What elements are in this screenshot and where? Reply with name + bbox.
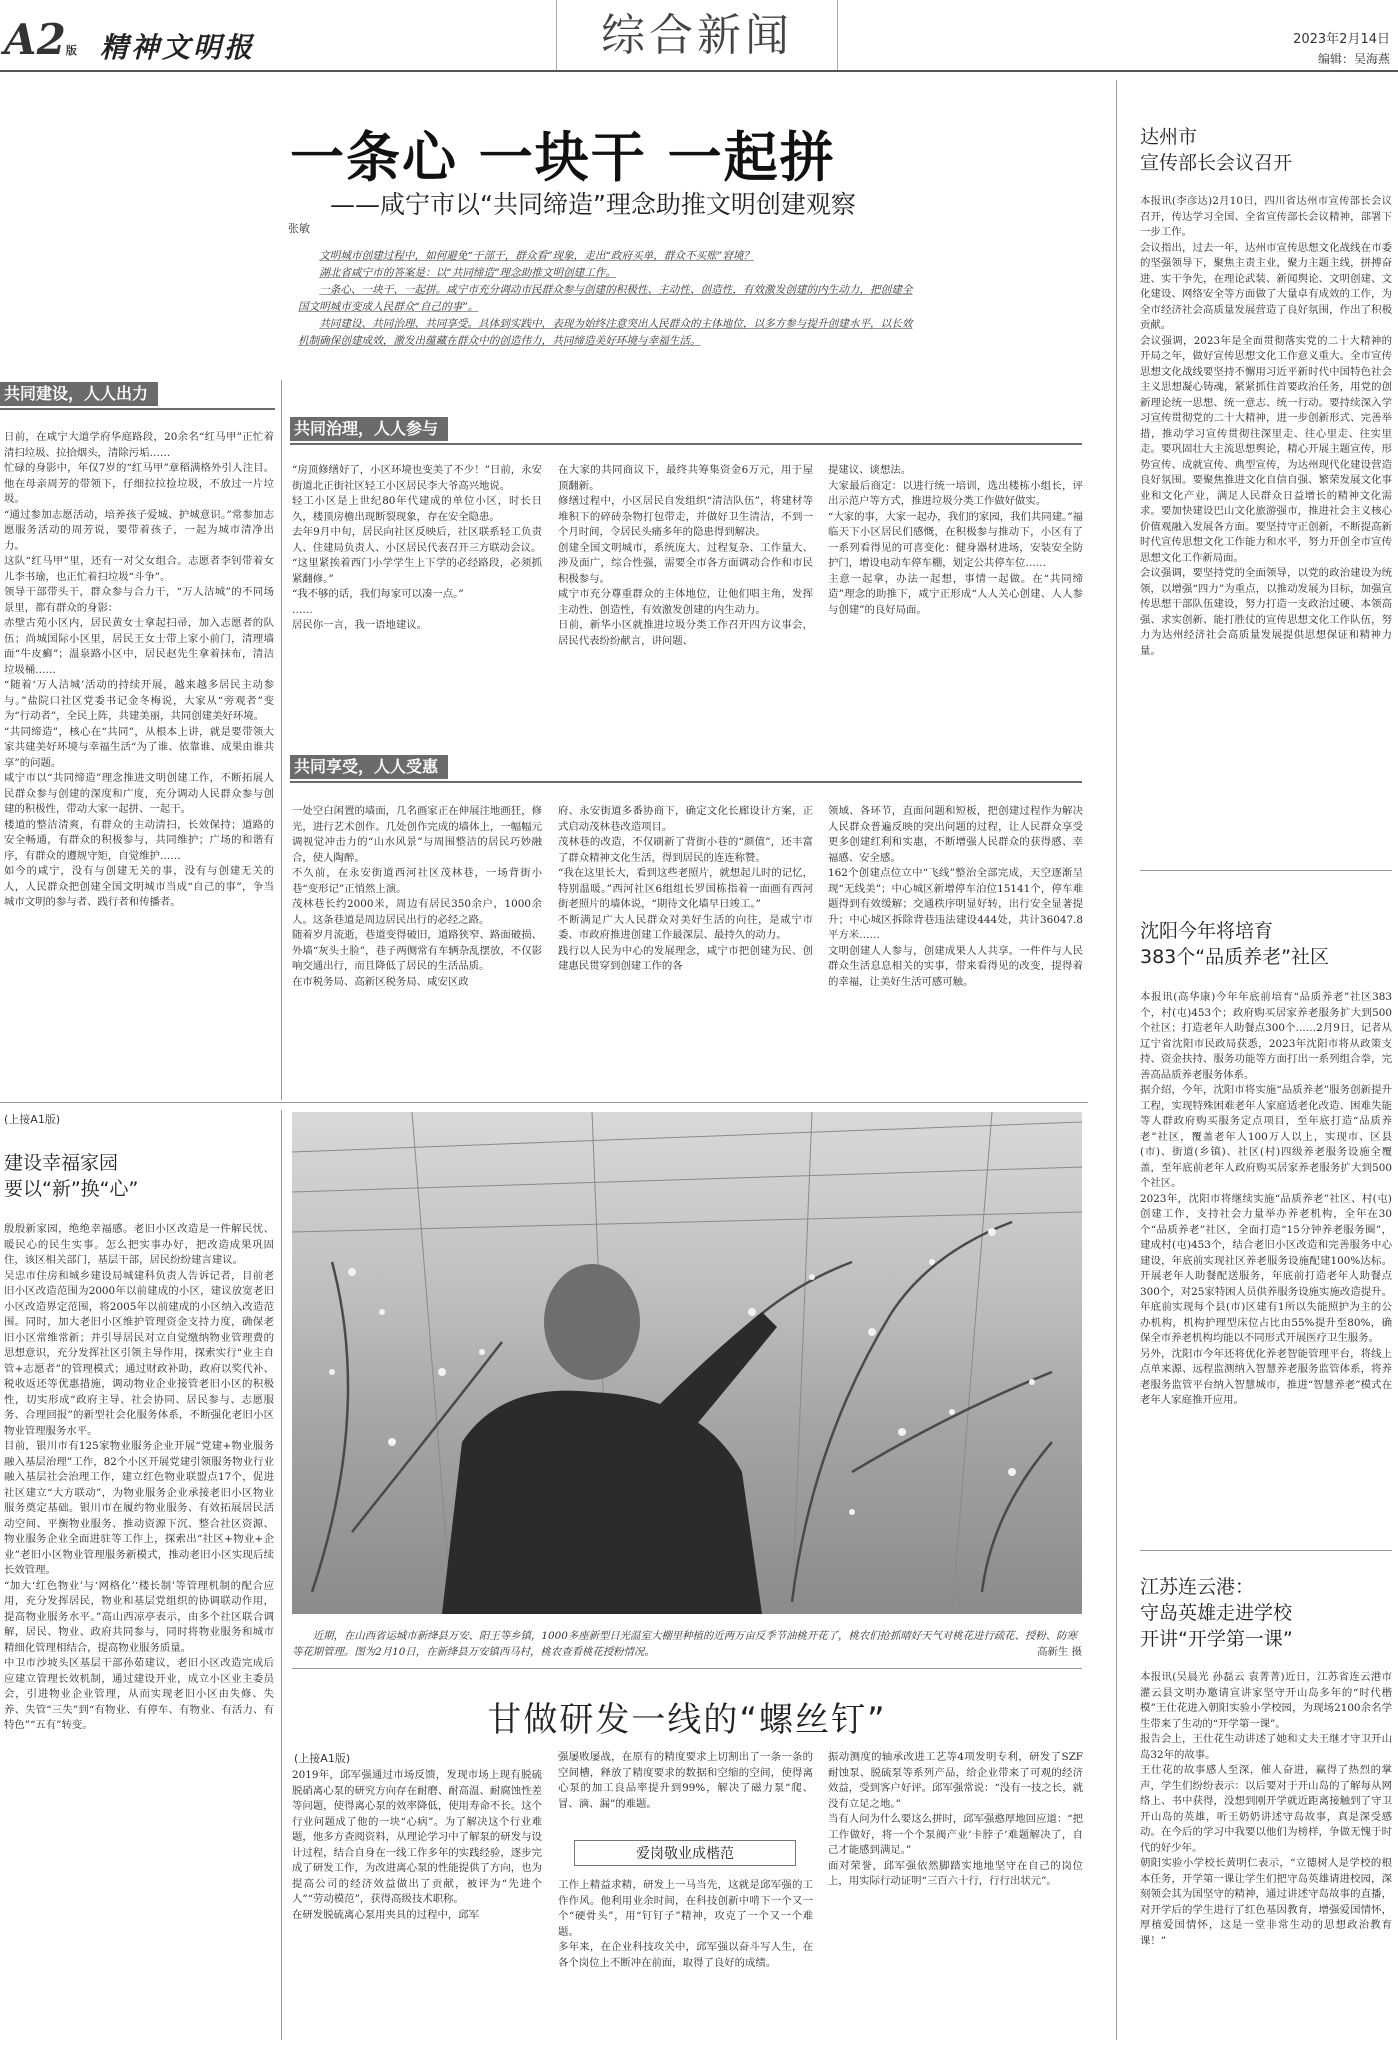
- article-column: 府、永安街道多番协商下，确定文化长廊设计方案，正式启动茂林巷改造项目。 茂林巷的改造，不仅刷新了背街小巷的“颜值”，还丰富了群众精神文化生活，得到居民的连连称赞。 “我在这里长大，看到这些老照片，就想起儿时的记忆，特别温暖。”西河社区6组组长罗国栋指着一面画有西河街老照片的墙体说，“期待文化墙早日竣工。” 不断满足广大人民群众对美好生活的向往，是咸宁市委、市政府推进创建工作最深层、最持久的动力。 践行以人民为中心的发展理念，咸宁市把创建为民、创建惠民贯穿到创建工作的各: [558, 805, 813, 972]
- article-column: “房顶修缮好了，小区环境也变美了不少！”日前，永安街道北正街社区轻工小区居民李大爷高兴地说。 轻工小区是上世纪80年代建成的单位小区，时长日久，楼顶房檐出现断裂现象，存在安全隐患。 去年9月中旬，居民向社区反映后，社区联系轻工负责人、住建局负责人、小区居民代表召开三方联动会议。 “这里紧挨着西门小学学生上下学的必经路段，必须抓紧翻修。” “我不够的话，我们每家可以凑一点。” …… 居民你一言，我一语地建议。: [292, 464, 542, 631]
- article-column: 在大家的共同商议下，最终共筹集资金6万元，用于屋顶翻新。 修缮过程中，小区居民自发组织“清洁队伍”，将建材等堆积下的碎砖杂物打包带走，并做好卫生清洁，不到一个月时间，令居民头痛多年的隐患得到解决。 创建全国文明城市，系统庞大、过程复杂、工作量大、涉及面广，综合性强，需要全市各方面调动合作和市民积极参与。 咸宁市充分尊重群众的主体地位，让他们唱主角，发挥主动性、创造性，有效激发创建的内生动力。 日前，新华小区就推进垃圾分类工作召开四方议事会，居民代表纷纷献言，讲问题、: [558, 464, 813, 647]
- lead-byline: 张敏: [288, 222, 310, 235]
- continued-from-label: (上接A1版): [294, 1752, 351, 1765]
- section-tab: [556, 0, 838, 72]
- article-column: 领域、各环节，直面问题和短板，把创建过程作为解决人民群众普遍反映的突出问题的过程，让人民群众享受更多创建红利和实惠，不断增强人民群众的获得感、幸福感、安全感。 162个创建点位立中“飞线”整治全部完成，天空逐渐呈现“无线美”；中心城区新增停车泊位15141个，停车难题得到有效缓解；交通秩序明显好转，出行安全显著提升；中心城区拆除背巷违法建设444处，共计36047.8平方米…… 文明创建人人参与，创建成果人人共享。一件件与人民群众生活息息相关的实事，带来看得见的改变，提得着的幸福，让美好生活可感可触。: [828, 805, 1083, 988]
- article-column: 强屡败屡战，在原有的精度要求上切割出了一条一条的空间槽，释放了精度要求的数据和空缩的空间，使得离心泵的加工良品率提升到99%，解决了磁力泵“爬、冒、滴、漏”的难题。: [558, 1751, 813, 1810]
- sidebar-article-title: 守岛英雄走进学校: [1140, 1602, 1293, 1624]
- lead-intro: [298, 248, 918, 370]
- section-divider: [292, 1668, 1082, 1669]
- lead-intro-para: 共同建设、共同治理、共同享受。具体到实践中，表现为始终注意突出人民群众的主体地位，以多方参与提升创建水平，以长效机制确保创建成效，激发出蕴藏在群众中的创造伟力，共同缔造美好环境与幸福生活。: [298, 318, 913, 347]
- article-column: 一处空白闲置的墙面，几名画家正在伸展注地画狂，修光，进行艺术创作。几处创作完成的墙体上，一幅幅元调视觉冲击力的“山水风景”与周围整洁的居民巧妙融合，使人陶醉。 不久前，在永安街道西河社区茂林巷，一场背街小巷“变形记”正悄然上演。 茂林巷长约2000米，周边有居民350余户，1000余人。这条巷道是周边居民出行的必经之路。 随着岁月流逝，巷道变得破旧，道路狭窄、路面破损、外墙“灰头土脸”，巷子两侧常有车辆杂乱摆放，不仅影响交通出行，而且降低了居民的生活品质。 在市税务局、高新区税务局、咸安区政: [292, 805, 542, 988]
- sidebar-article-title: 开讲“开学第一课”: [1140, 1628, 1293, 1650]
- sidebar-separator: [1140, 1550, 1392, 1551]
- sidebar-article-title: 江苏连云港：: [1140, 1576, 1255, 1598]
- article-title: 建设幸福家园: [4, 1152, 119, 1174]
- sidebar-article-title: 达州市: [1140, 126, 1198, 148]
- farmer-figure: [442, 1264, 777, 1614]
- section-header-share: [290, 755, 1082, 783]
- lead-intro-para: 一条心、一块干、一起拼。咸宁市充分调动市民群众参与创建的积极性、主动性、创造性，有效激发创建的内生动力，把创建全国文明城市变成人民群众“自己的事”。: [298, 284, 913, 313]
- sidebar-article-body: 本报讯(吴晨光 孙磊云 袁菁菁)近日，江苏省连云港市灌云县文明办邀请宣讲家坚守开山岛多年的“时代楷模”王仕花进入朝阳实验小学校园，为现场2100余名学生带来了生动的“开学第一课”。 报告会上，王仕花生动讲述了她和丈夫王继才守卫开山岛32年的故事。 王仕花的故事感人至深，催人奋进，赢得了热烈的掌声，学生们纷纷表示：以后要对于开山岛的了解每从网络上、书中获得，没想到刚开学就近距离接触到了守卫开山岛的英雄，听王奶奶讲述守岛故事，真是深受感动。在今后的学习中我要以他们为榜样，争做无愧于时代的好少年。 朝阳实验小学校长黄明仁表示，“立德树人是学校的根本任务，开学第一课让学生们把守岛英雄请进校园，深刻领会其为国坚守的精神，通过讲述守岛故事的直播，对开学后的学生进行了红色基因教育，增强爱国情怀，厚植爱国情怀，这是一堂非常生动的思想政治教育课！”: [1140, 1671, 1392, 1947]
- article-column: 提建议、谈想法。 大家最后商定：以进行统一培训，选出楼栋小组长，评出示范户等方式，推进垃圾分类工作做好做实。 “大家的事，大家一起办，我们的家园，我们共同建。”福临天下小区居民们感慨，在积极参与推动下，小区有了一系列看得见的可喜变化：健身器材进场，安装安全防护门，增设电动车停车棚，划定公共停车位…… 主意一起拿，办法一起想，事情一起做。在“共同缔造”理念的助推下，咸宁正形成“人人关心创建、人人参与创建”的良好局面。: [828, 464, 1083, 616]
- column-divider: [281, 380, 282, 1100]
- section-header-govern: [290, 417, 1082, 445]
- article-column: 2019年，邱军强通过市场反馈，发现市场上现有脱硫脱硝离心泵的研究方向存在耐磨、耐高温、耐腐蚀性差等问题，使得离心泵的效率降低，使用寿命不长。这个行业问题成了他的一块“心病”。为了解决这个行业难题，他多方查阅资料，从理论学习中了解泵的研发与设计过程，结合自身在一线工作多年的实践经验，逐步完成了研发工作，为改进离心泵的性能提供了方向，也为提高公司的经济效益做出了贡献，被评为“先进个人”“劳动模范”，获得高级技术职称。 在研发脱硫离心泵用夹具的过程中，邱军: [292, 1769, 542, 1921]
- news-photo: [292, 1112, 1082, 1614]
- continued-from-label: (上接A1版): [4, 1113, 61, 1126]
- section-name: 综合新闻: [601, 10, 793, 61]
- lead-title: 一条心 一块干 一起拼: [290, 126, 836, 189]
- sidebar-separator: [1140, 870, 1392, 871]
- masthead-rule: [0, 70, 1398, 72]
- article-column: 工作上精益求精，研发上一马当先，这就是邱军强的工作作风。他利用业余时间，在科技创新中啃下一个又一个“硬骨头”，用“钉钉子”精神，攻克了一个又一个难题。 多年来，在企业科技攻关中，邱军强以奋斗写人生，在各个岗位上不断冲在前面，取得了良好的成绩。: [558, 1879, 813, 1969]
- article-column: 殷殷新家园，绝绝幸福感。老旧小区改造是一件解民忧、暖民心的民生实事。怎么把实事办好，把改造成果巩固住，该区相关部门，基层干部，居民纷纷建言建议。 吴忠市住房和城乡建设局城建科负责人告诉记者，目前老旧小区改造范围为2000年以前建成的小区，建议放宽老旧小区改造界定范围，将2005年以前建成的小区纳入改造范围。同时，加大老旧小区维护管理资金支持力度，确保老旧小区常维常新；并引导居民对立自觉缴纳物业管理费的思想意识，充分发挥社区引领主导作用，探索实行“业主自管+志愿者”的管理模式；通过财政补助，政府以奖代补、税收返还等优惠措施，调动物业企业接管老旧小区的积极性，切实形成“政府主导、社会协同、居民参与、志愿服务、合理回报”的新型社会化服务体系，不断强化老旧小区物业管理服务水平。 目前，银川市有125家物业服务企业开展“党建+物业服务融入基层治理”工作，82个小区开展党建引领服务物业行业融入基层社会治理工作，建立红色物业联盟点17个，促进社区建立“大方联动”，为物业服务企业承接老旧小区物业服务奠定基础。银川市在履约物业服务、有效拓展居民活动空间、平衡物业服务、推动资源下沉、整合社区资源、物业服务企业全面进驻等工作上，探索出“社区+物业+企业”老旧小区物业管理服务新模式，推动老旧小区实现后续长效管理。 “加大‘红色物业’与‘网格化’‘楼长制’等管理机制的配合应用，充分发挥居民，物业和基层党组织的协调联动作用，提高物业服务水平。”高山西凉亭表示，由多个社区联合调解，居民、物业、政府共同参与，同时将物业服务和城市精细化管理相结合，提高物业服务质量。 中卫市沙坡头区基层干部孙茹建议，老旧小区改造完成后应建立管理长效机制，通过建设开业，成立小区业主委员会，引进物业企业管理，从而实现老旧小区由失修、失养、失管“三失”到“有物业、有停车、有物业、有活力、有特色”“五有”转变。: [4, 1223, 274, 1731]
- lead-intro-para: 文明城市创建过程中，如何避免“干部干，群众看”现象，走出“政府买单，群众不买账”窘境？: [319, 250, 755, 262]
- photo-credit: 高新生 摄: [1037, 1646, 1082, 1658]
- masthead: [0, 0, 1398, 72]
- article-title: 甘做研发一线的“螺丝钉”: [487, 1700, 887, 1740]
- lead-intro-para: 湖北省咸宁市的答案是：以“共同缔造”理念助推文明创建工作。: [319, 267, 617, 279]
- sidebar-article-title: 宣传部长会议召开: [1140, 152, 1293, 174]
- paper-name: 精神文明报: [100, 31, 256, 64]
- section-header-build: [0, 382, 275, 410]
- subhead-label: 爱岗敬业成楷范: [636, 1846, 734, 1862]
- column-divider: [281, 1110, 282, 2040]
- sidebar-article-title: 沈阳今年将培育: [1140, 920, 1274, 942]
- page-suffix: 版: [65, 44, 77, 57]
- editor-credit: 编辑：吴海燕: [1317, 52, 1390, 66]
- page-number: [4, 15, 77, 73]
- article-subtitle: 要以“新”换“心”: [4, 1178, 139, 1200]
- article-column: 日前，在咸宁大道学府华庭路段，20余名“红马甲”正忙着清扫垃圾、拉拾烟头，清除污垢…… 忙碌的身影中，年仅7岁的“红马甲”章稻满格外引人注目。他在母亲周芳的带领下，仔细拉拉捡垃圾，不放过一片垃圾。 “通过参加志愿活动，培养孩子爱城、护城意识。”常参加志愿服务活动的周芳说，要带着孩子，一起为城市清净出力。 这队“红马甲”里，还有一对父女组合。志愿者李钊带着女儿李书瑜，也正忙着扫垃圾“斗争”。 领导干部带头干，群众参与合力干，“万人洁城”的不同场景里，都有群众的身影： 赤壁古苑小区内，居民黄女士拿起扫帚，加入志愿者的队伍；尚城国际小区里，居民王女士带上家小前门，清理墙面“牛皮癣”；温泉路小区中，居民赵先生拿着抹布，清洁垃圾桶…… “随着‘万人洁城’活动的持续开展，越来越多居民主动参与。”盐院口社区党委书记金冬梅说，大家从“旁观者”变为“行动者”，全民上阵，共建美丽，共同创建美好环境。 “共同缔造”，核心在“共同”，从根本上讲，就是要带领大家共建美好环境与幸福生活“为了谁、依靠谁、成果由谁共享”的问题。 咸宁市以“共同缔造”理念推进文明创建工作，不断拓展人民群众参与创建的深度和广度，充分调动人民群众参与创建的积极性，带动大家一起拼、一起干。 楼道的整洁清爽，有群众的主动清扫，长效保持；道路的安全畅通，有群众的积极参与，共同维护；广场的和谐有序，有群众的遵规守矩，自觉维护…… 如今的咸宁，没有与创建无关的事，没有与创建无关的人，人民群众把创建全国文明城市当成“自己的事”，争当城市文明的参与者、践行者和传播者。: [4, 431, 274, 908]
- sidebar-article-body: 本报讯(高华康)今年年底前培育“品质养老”社区383个，村(屯)453个；政府购买居家养老服务扩大到500个社区；打造老年人助餐点300个……2月9日，记者从辽宁省沈阳市民政局获悉，2023年沈阳市将从政策支持、资金扶持、服务功能等方面打出一系列组合拳，完善高品质养老服务体系。 据介绍，今年，沈阳市将实施“品质养老”服务创新提升工程，实现特殊困难老年人家庭适老化改造、困难失能等人群政府购买服务定点项目，至年底打造“品质养老”社区，覆盖老年人100万人以上，实现市、区县(市)、街道(乡镇)、社区(村)四级养老服务设施全覆盖，至年底前老年人政府购买居家养老服务扩大到500个社区。 2023年，沈阳市将继续实施“品质养老”社区、村(屯)创建工作，支持社会力量举办养老机构，全年在30个“品质养老”社区，全面打造“15分钟养老服务圈”，建成村(屯)453个，结合老旧小区改造和完善服务中心建设，年底前实现社区养老服务设施配建100%达标。开展老年人助餐配送服务，年底前打造老年人助餐点300个，对25家特困人员供养服务设施实施改造提升。年底前实现每个县(市)区建有1所以失能照护为主的公办机构，机构护理型床位占比由55%提升至80%，确保全市养老机构均能以不同形式开展医疗卫生服务。 另外，沈阳市今年还将优化养老智能管理平台，将线上点单来源、远程监测纳入智慧养老服务监管体系，将养老服务监管平台纳入智慧城市，推进“智慧养老”模式在老年人家庭推开应用。: [1140, 991, 1392, 1406]
- photo-caption-text: 近期，在山西省运城市新绛县万安、阳王等乡镇，1000多座新型日光温室大棚里种植的近两万亩反季节油桃开花了，桃农们抢抓晴好天气对桃花进行疏花、授粉、防寒等花期管理。图为2月10日，在新绛县万安镇西马村，桃农查看桃花授粉情况。: [292, 1630, 1077, 1658]
- sidebar-article-title: 383个“品质养老”社区: [1140, 946, 1329, 968]
- orchard-photo-illustration: [292, 1112, 1082, 1614]
- issue-date: 2023年2月14日: [1293, 32, 1390, 47]
- photo-caption: [292, 1628, 1082, 1662]
- lead-subtitle: ——咸宁市以“共同缔造”理念助推文明创建观察: [330, 190, 856, 219]
- section-header-label: 共同治理，人人参与: [290, 417, 448, 441]
- subhead-box: [574, 1840, 796, 1866]
- section-header-label: 共同建设，人人出力: [0, 382, 158, 406]
- section-divider: [0, 1102, 1088, 1103]
- page-label: A2: [4, 15, 66, 64]
- sidebar-divider: [1116, 80, 1117, 2040]
- section-header-label: 共同享受，人人受惠: [290, 755, 448, 779]
- sidebar-article-body: 本报讯(李彦达)2月10日，四川省达州市宣传部长会议召开，传达学习全国、全省宣传部长会议精神，部署下一步工作。 会议指出，过去一年，达州市宣传思想文化战线在市委的坚强领导下，聚焦主责主业，聚力主题主线，拼搏奋进、实干争先，在理论武装、新闻舆论、文明创建、文化建设、网络安全等方面做了大量卓有成效的工作，为全市经济社会高质量发展营造了良好氛围，作出了积极贡献。 会议强调，2023年是全面贯彻落实党的二十大精神的开局之年，做好宣传思想文化工作意义重大。全市宣传思想文化战线要坚持不懈用习近平新时代中国特色社会主义思想凝心铸魂，紧紧抓住首要政治任务，用党的创新理论统一思想、统一意志、统一行动。要持续深入学习宣传贯彻党的二十大精神，进一步创新形式、完善举措，推动学习宣传贯彻往深里走、往心里走、往实里走。要巩固壮大主流思想舆论，精心开展主题宣传，形势宣传、成就宣传、典型宣传，为达州现代化建设营造良好氛围。要聚焦推进文化自信自强、繁荣发展文化事业和文化产业，满足人民群众日益增长的精神文化需求。要加快建设巴山文化旅游强市，推进社会主义核心价值观融入发展各方面。要坚持守正创新，不断提高新时代宣传思想文化工作能力和水平，努力开创全市宣传思想文化工作新局面。 会议强调，要坚持党的全面领导，以党的政治建设为统领，以增强“四力”为重点，以推动发展为目标，加强宣传思想干部队伍建设，努力打造一支政治过硬、本领高强、求实创新、能打胜仗的宣传思想文化工作队伍，努力为达州经济社会高质量发展提供思想保证和精神力量。: [1140, 195, 1392, 657]
- article-column: 振动测度的轴承改进工艺等4项发明专利，研发了SZF耐蚀泵、脱硫泵等系列产品，给企业带来了可观的经济效益，受到客户好评。邱军强常说：“没有一技之长，就没有立足之地。” 当有人问为什么要这么拼时，邱军强憨厚地回应道：“把工作做好，将一个个泵阀产业‘卡脖子’难题解决了，自己才能感到满足。” 面对荣誉，邱军强依然脚踏实地地坚守在自己的岗位上，用实际行动证明“三百六十行，行行出状元”。: [828, 1751, 1083, 1887]
